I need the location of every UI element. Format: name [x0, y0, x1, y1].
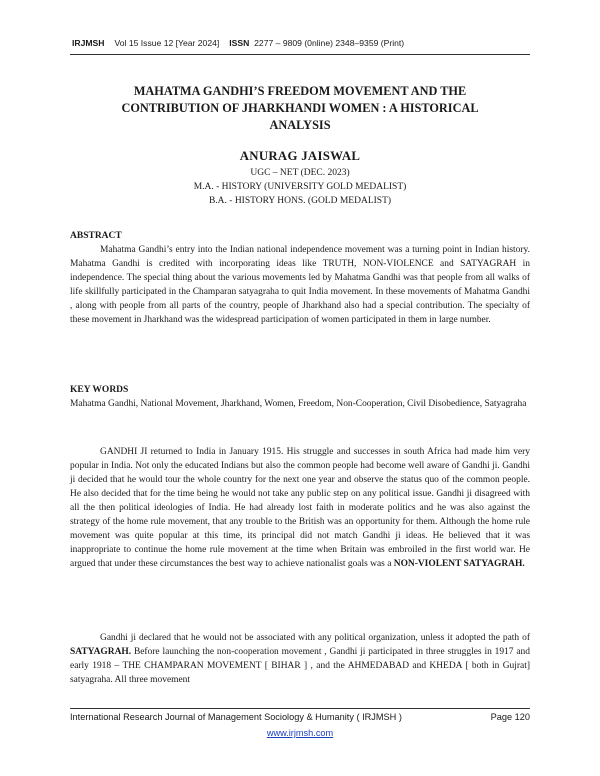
page-number: Page 120: [490, 712, 530, 722]
paragraph-text: Gandhi ji declared that he would not be associated with any political organization, unless it adopted the path of: [100, 633, 530, 643]
paper-title: [70, 83, 530, 134]
credential-line: M.A. - HISTORY (UNIVERSITY GOLD MEDALIST): [193, 182, 407, 192]
author-name: ANURAG JAISWAL: [239, 149, 361, 163]
issn-label: ISSN: [229, 38, 250, 48]
body-paragraph-1: [70, 445, 530, 571]
keywords-text: Mahatma Gandhi, National Movement, Jharkhand, Women, Freedom, Non-Cooperation, Civil Disobedience, Satyagraha: [70, 399, 527, 409]
abstract-heading: ABSTRACT: [70, 231, 122, 241]
credential-line: UGC – NET (DEC. 2023): [250, 168, 350, 178]
issn-numbers: 2277 – 9809 (0nline) 2348–9359 (Print): [254, 38, 405, 48]
footer-journal: International Research Journal of Management Sociology & Humanity ( IRJMSH ): [70, 712, 402, 722]
author-credentials: [70, 166, 530, 208]
header-rule: [70, 54, 530, 55]
footer-rule: [70, 708, 530, 709]
bold-emphasis: SATYAGRAH.: [70, 647, 132, 657]
credential-line: B.A. - HISTORY HONS. (GOLD MEDALIST): [208, 196, 392, 206]
paragraph-text: GANDHI JI returned to India in January 1915. His struggle and successes in south Africa had made him very popular in India. Not only the educated Indians but also the common people had become well aware of Gandhi ji. Gandhi ji decided that he would tour the whole country for the next one year and observe the status quo of the common people. He also decided that for the time being he would not take any public step on any political issue. Gandhi ji disagreed with all the then political ideologies of India. He had already lost faith in moderate politics and he was also against the strategy of the home rule movement, that any trouble to the British was an opportunity for them. Although the home rule movement was quite popular at this time, its principal did not match Gandhi ji ideas. He believed that it was inappropriate to continue the home rule movement at the time when Britain was embroiled in the first world war. He argued that under these circumstances the best way to achieve nationalist goals was a: [70, 447, 530, 569]
keywords-section: [70, 383, 530, 411]
keywords-heading: KEY WORDS: [70, 385, 129, 395]
title-line: CONTRIBUTION OF JHARKHANDI WOMEN : A HISTORICAL: [121, 101, 479, 115]
footer-link[interactable]: www.irjmsh.com: [266, 728, 334, 738]
abstract-text: Mahatma Gandhi’s entry into the Indian national independence movement was a turning point in Indian history. Mahatma Gandhi is credited with incorporating ideas like TRUTH, NON-VIOLENCE and SATYAGRAH in independence. The special thing about the various movements led by Mahatma Gandhi was that people from all walks of life skillfully participated in the Champaran satyagraha to quit India movement. In these movements of Mahatma Gandhi , along with people from all parts of the country, people of Jharkhand also had a special contribution. The specialty of these movement in Jharkhand was the widespread participation of women participated in them in large number.: [70, 245, 530, 325]
journal-abbr: IRJMSH: [72, 38, 105, 48]
paragraph-text: Before launching the non-cooperation movement , Gandhi ji participated in three struggles in 1917 and early 1918 – THE CHAMPARAN MOVEMENT [ BIHAR ] , and the AHMEDABAD and KHEDA [ both in Gujrat] satyagraha. All three movement: [70, 647, 530, 685]
volume-issue: Vol 15 Issue 12 [Year 2024]: [114, 38, 220, 48]
title-line: MAHATMA GANDHI’S FREEDOM MOVEMENT AND THE: [133, 84, 467, 98]
running-header: [72, 38, 532, 48]
abstract-section: [70, 229, 530, 327]
body-paragraph-2: [70, 631, 530, 687]
bold-emphasis: NON-VIOLENT SATYAGRAH.: [393, 559, 525, 569]
title-line: ANALYSIS: [269, 118, 331, 132]
